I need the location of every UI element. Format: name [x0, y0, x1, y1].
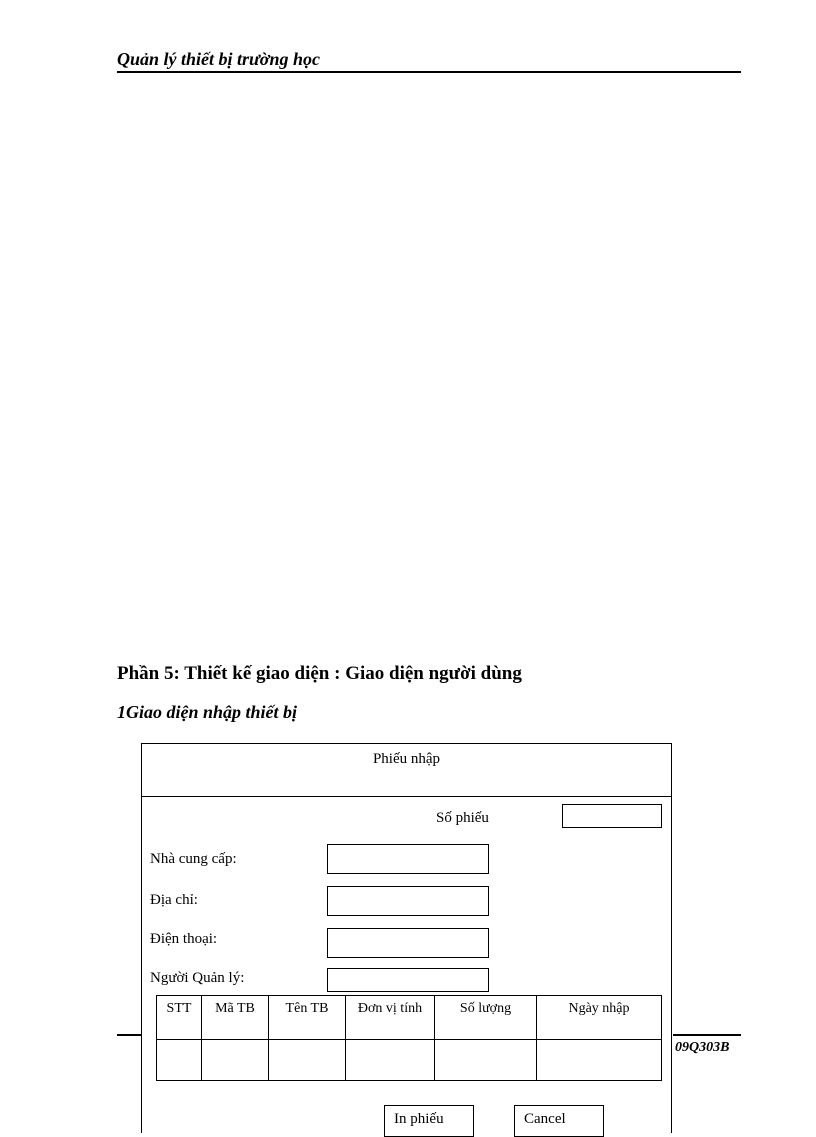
dien-thoai-input[interactable] [327, 928, 489, 958]
nguoi-quan-ly-label: Người Quản lý: [150, 970, 245, 986]
so-phieu-label: Số phiếu [436, 810, 489, 826]
page-header-title: Quản lý thiết bị trường học [117, 49, 320, 69]
form-title: Phiếu nhập [372, 751, 441, 767]
table-cell[interactable] [157, 1040, 202, 1081]
nha-cung-cap-input[interactable] [327, 844, 489, 874]
table-cell[interactable] [346, 1040, 435, 1081]
so-phieu-input[interactable] [562, 804, 662, 828]
col-header-don-vi-tinh: Đơn vị tính [346, 996, 435, 1040]
col-header-ma-tb: Mã TB [202, 996, 269, 1040]
section-title: Phần 5: Thiết kế giao diện : Giao diện người dùng [117, 663, 522, 684]
footer-rule-right [673, 1034, 741, 1036]
col-header-so-luong: Số lượng [435, 996, 537, 1040]
form-title-bar [142, 744, 671, 797]
header-rule [117, 71, 741, 73]
table-cell[interactable] [269, 1040, 346, 1081]
col-header-stt: STT [157, 996, 202, 1040]
cancel-button[interactable]: Cancel [514, 1105, 604, 1137]
in-phieu-button[interactable]: In phiếu [384, 1105, 474, 1137]
phieu-nhap-form [141, 743, 672, 1133]
table-cell[interactable] [435, 1040, 537, 1081]
subsection-title: 1Giao diện nhập thiết bị [117, 702, 298, 722]
table-row [157, 1040, 662, 1081]
col-header-ten-tb: Tên TB [269, 996, 346, 1040]
col-header-ngay-nhap: Ngày nhập [537, 996, 662, 1040]
dia-chi-label: Địa chỉ: [150, 892, 198, 908]
table-cell[interactable] [537, 1040, 662, 1081]
dia-chi-input[interactable] [327, 886, 489, 916]
equipment-table [156, 995, 662, 1081]
footer-code: 09Q303B [675, 1040, 730, 1055]
dien-thoai-label: Điện thoại: [150, 931, 218, 947]
nguoi-quan-ly-input[interactable] [327, 968, 489, 992]
nha-cung-cap-label: Nhà cung cấp: [150, 851, 237, 867]
table-cell[interactable] [202, 1040, 269, 1081]
table-header-row [157, 996, 662, 1040]
footer-rule-left [117, 1034, 141, 1036]
